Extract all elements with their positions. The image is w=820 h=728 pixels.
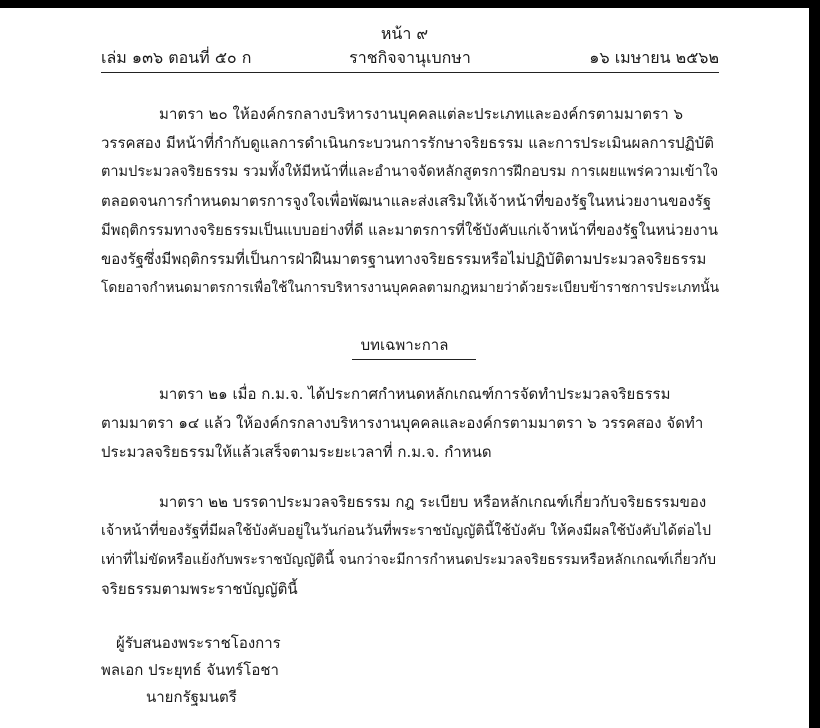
section-21-line: ตามมาตรา ๑๔ แล้ว ให้องค์กรกลางบริหารงานบุคคลและองค์กรตามมาตรา ๖ วรรคสอง จัดทำ: [101, 414, 704, 432]
heading-underline: [352, 359, 476, 360]
window-top-edge: [0, 0, 820, 8]
volume-issue: เล่ม ๑๓๖ ตอนที่ ๕๐ ก: [101, 48, 252, 67]
section-22-line: จริยธรรมตามพระราชบัญญัตินี้: [101, 580, 298, 598]
section-20-line: วรรคสอง มีหน้าที่กำกับดูแลการดำเนินกระบวนการรักษาจริยธรรม และการประเมินผลการปฏิบัติ: [101, 134, 714, 152]
countersign-label: ผู้รับสนองพระราชโองการ: [116, 634, 281, 652]
signatory-name: พลเอก ประยุทธ์ จันทร์โอชา: [101, 661, 279, 679]
section-20-line: มาตรา ๒๐ ให้องค์กรกลางบริหารงานบุคคลแต่ละประเภทและองค์กรตามมาตรา ๖: [159, 105, 684, 123]
signatory-title: นายกรัฐมนตรี: [146, 688, 237, 706]
page-header: [101, 48, 719, 68]
section-20-line: ตามประมวลจริยธรรม รวมทั้งให้มีหน้าที่และอำนาจจัดหลักสูตรการฝึกอบรม การเผยแพร่ความเข้าใจ: [101, 164, 719, 180]
section-20-line: ตลอดจนการกำหนดมาตรการจูงใจเพื่อพัฒนาและส่งเสริมให้เจ้าหน้าที่ของรัฐในหน่วยงานของรัฐ: [101, 192, 712, 210]
window-right-edge: [809, 0, 820, 728]
header-divider: [101, 72, 719, 73]
page-number: หน้า ๙: [380, 24, 429, 43]
section-22-line: เท่าที่ไม่ขัดหรือแย้งกับพระราชบัญญัตินี้ จนกว่าจะมีการกำหนดประมวลจริยธรรมหรือหลักเกณฑ์เกี่ยวกับ: [101, 552, 716, 568]
section-20-line: ของรัฐซึ่งมีพฤติกรรมที่เป็นการฝ่าฝืนมาตรฐานทางจริยธรรมหรือไม่ปฏิบัติตามประมวลจริยธรรม: [101, 250, 707, 268]
section-21-line: ประมวลจริยธรรมให้แล้วเสร็จตามระยะเวลาที่ ก.ม.จ. กำหนด: [101, 443, 492, 461]
section-22: [101, 488, 719, 604]
section-21-line: มาตรา ๒๑ เมื่อ ก.ม.จ. ได้ประกาศกำหนดหลักเกณฑ์การจัดทำประมวลจริยธรรม: [159, 385, 671, 403]
section-22-line: มาตรา ๒๒ บรรดาประมวลจริยธรรม กฎ ระเบียบ หรือหลักเกณฑ์เกี่ยวกับจริยธรรมของ: [159, 493, 707, 511]
section-20: [101, 100, 719, 303]
section-20-line: โดยอาจกำหนดมาตรการเพื่อใช้ในการบริหารงานบุคคลตามกฎหมายว่าด้วยระเบียบข้าราชการประเภทนั้น: [101, 280, 720, 296]
publication-title: ราชกิจจานุเบกษา: [349, 48, 471, 67]
transitional-provisions-heading: บทเฉพาะกาล: [360, 336, 449, 354]
publication-date: ๑๖ เมษายน ๒๕๖๒: [589, 48, 719, 67]
section-20-line: มีพฤติกรรมทางจริยธรรมเป็นแบบอย่างที่ดี และมาตรการที่ใช้บังคับแก่เจ้าหน้าที่ของรัฐในหน่วยงาน: [101, 222, 718, 239]
section-21: [101, 380, 719, 467]
section-22-line: เจ้าหน้าที่ของรัฐที่มีผลใช้บังคับอยู่ในวันก่อนวันที่พระราชบัญญัตินี้ใช้บังคับ ให้คงมีผลใช้บังคับได้ต่อไป: [101, 523, 712, 539]
gazette-page: [0, 8, 809, 728]
